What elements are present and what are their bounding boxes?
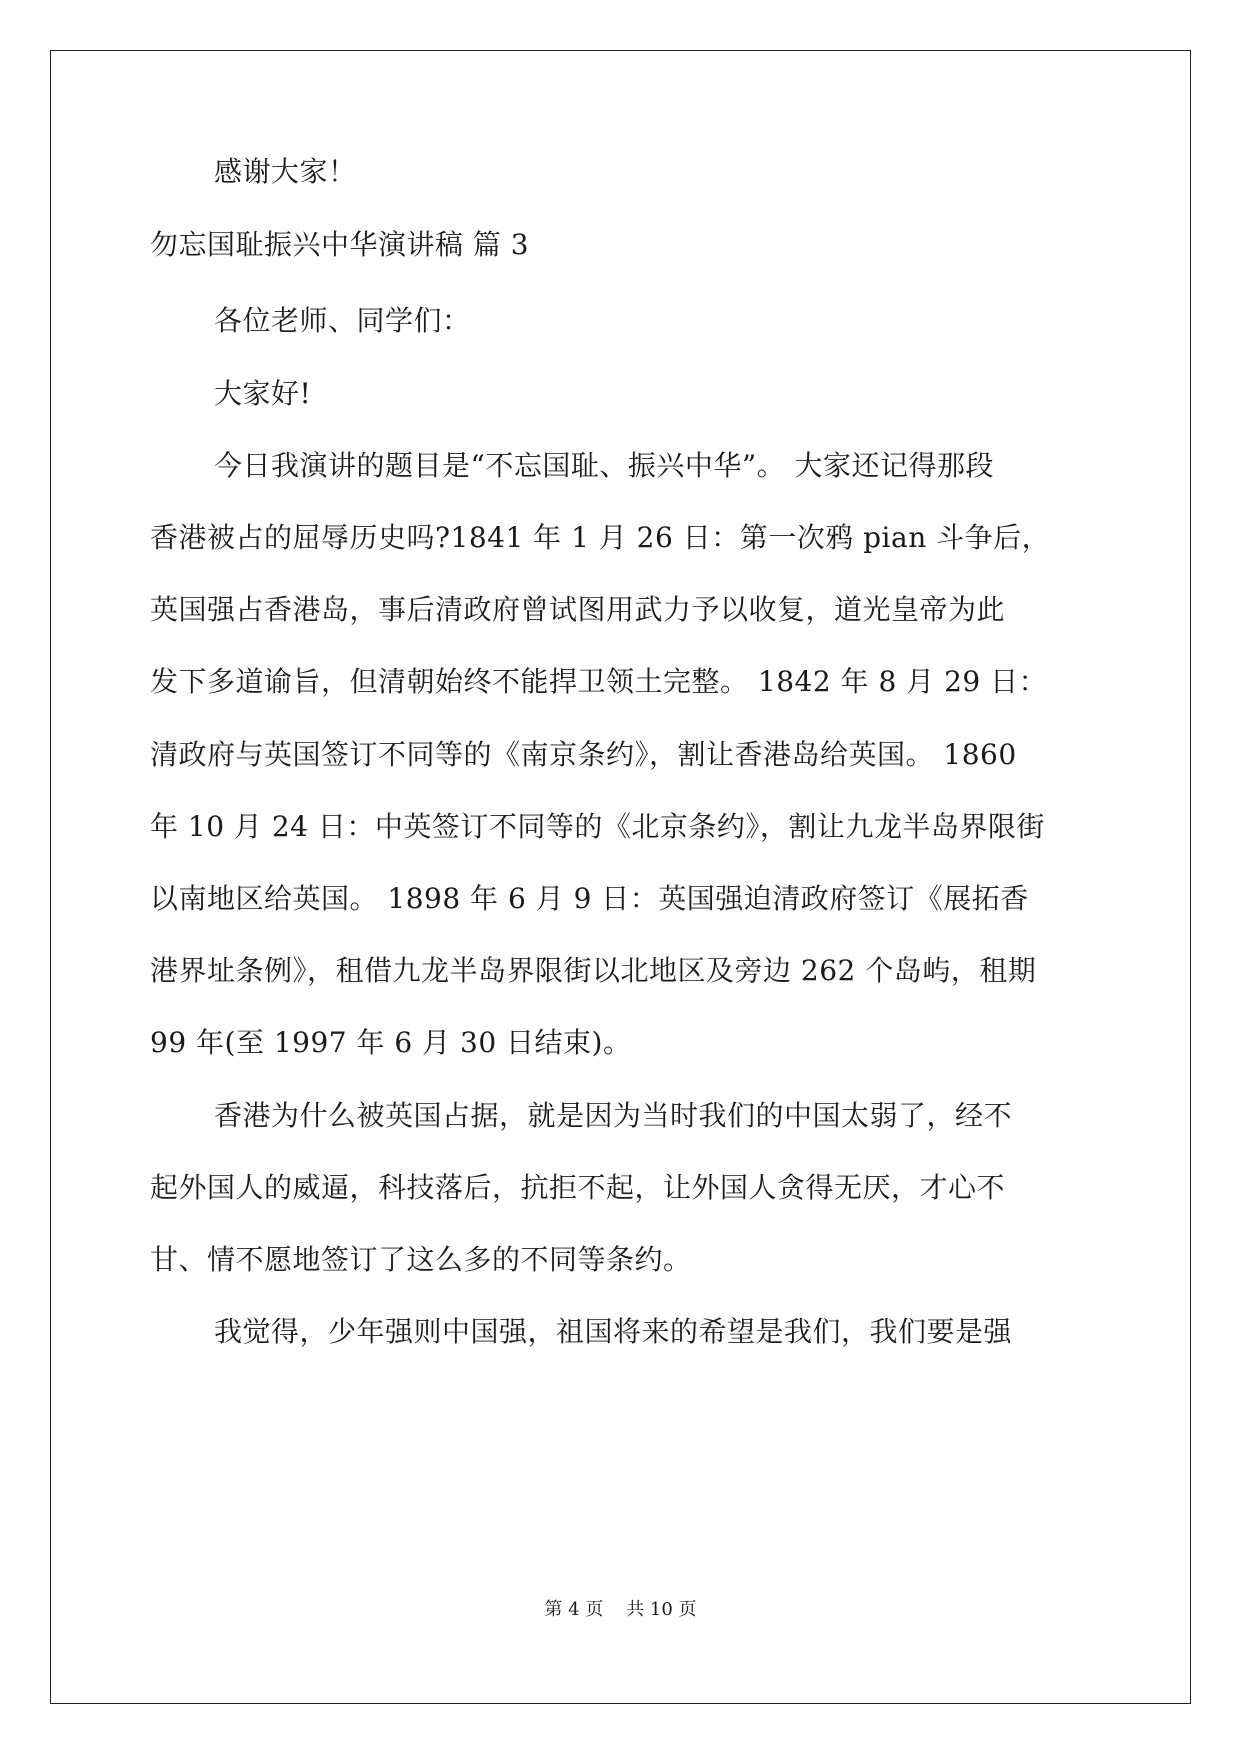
page-border	[50, 50, 1191, 1704]
paragraph-line: 发下多道谕旨，但清朝始终不能捍卫领土完整。 1842 年 8 月 29 日：	[150, 665, 1048, 698]
paragraph-line: 年 10 月 24 日：中英签订不同等的《北京条约》，割让九龙半岛界限街	[150, 810, 1045, 843]
paragraph-line: 港界址条例》，租借九龙半岛界限街以北地区及旁边 262 个岛屿，租期	[150, 954, 1037, 987]
paragraph-line: 今日我演讲的题目是“不忘国耻、振兴中华”。 大家还记得那段	[214, 449, 995, 482]
page-footer: 第 4 页 共 10 页	[544, 1599, 697, 1620]
salutation-line: 各位老师、同学们：	[214, 304, 471, 337]
paragraph-line: 起外国人的威逼，科技落后，抗拒不起，让外国人贪得无厌，才心不	[150, 1171, 1006, 1204]
paragraph-line: 以南地区给英国。 1898 年 6 月 9 日：英国强迫清政府签订《展拓香	[150, 882, 1029, 915]
paragraph-line: 英国强占香港岛，事后清政府曾试图用武力予以收复，道光皇帝为此	[150, 593, 1006, 626]
paragraph-line: 我觉得，少年强则中国强，祖国将来的希望是我们，我们要是强	[214, 1315, 1013, 1348]
greeting-line: 大家好!	[214, 377, 312, 410]
paragraph-line: 香港被占的屈辱历史吗?1841 年 1 月 26 日：第一次鸦 pian 斗争后，	[150, 521, 1051, 554]
section-title: 勿忘国耻振兴中华演讲稿 篇 3	[150, 228, 530, 261]
paragraph-line: 甘、情不愿地签订了这么多的不同等条约。	[150, 1243, 692, 1276]
paragraph-line: 香港为什么被英国占据，就是因为当时我们的中国太弱了，经不	[214, 1099, 1013, 1132]
paragraph-line: 99 年(至 1997 年 6 月 30 日结束)。	[150, 1026, 632, 1059]
closing-line: 感谢大家！	[214, 155, 357, 188]
paragraph-line: 清政府与英国签订不同等的《南京条约》，割让香港岛给英国。 1860	[150, 738, 1017, 771]
